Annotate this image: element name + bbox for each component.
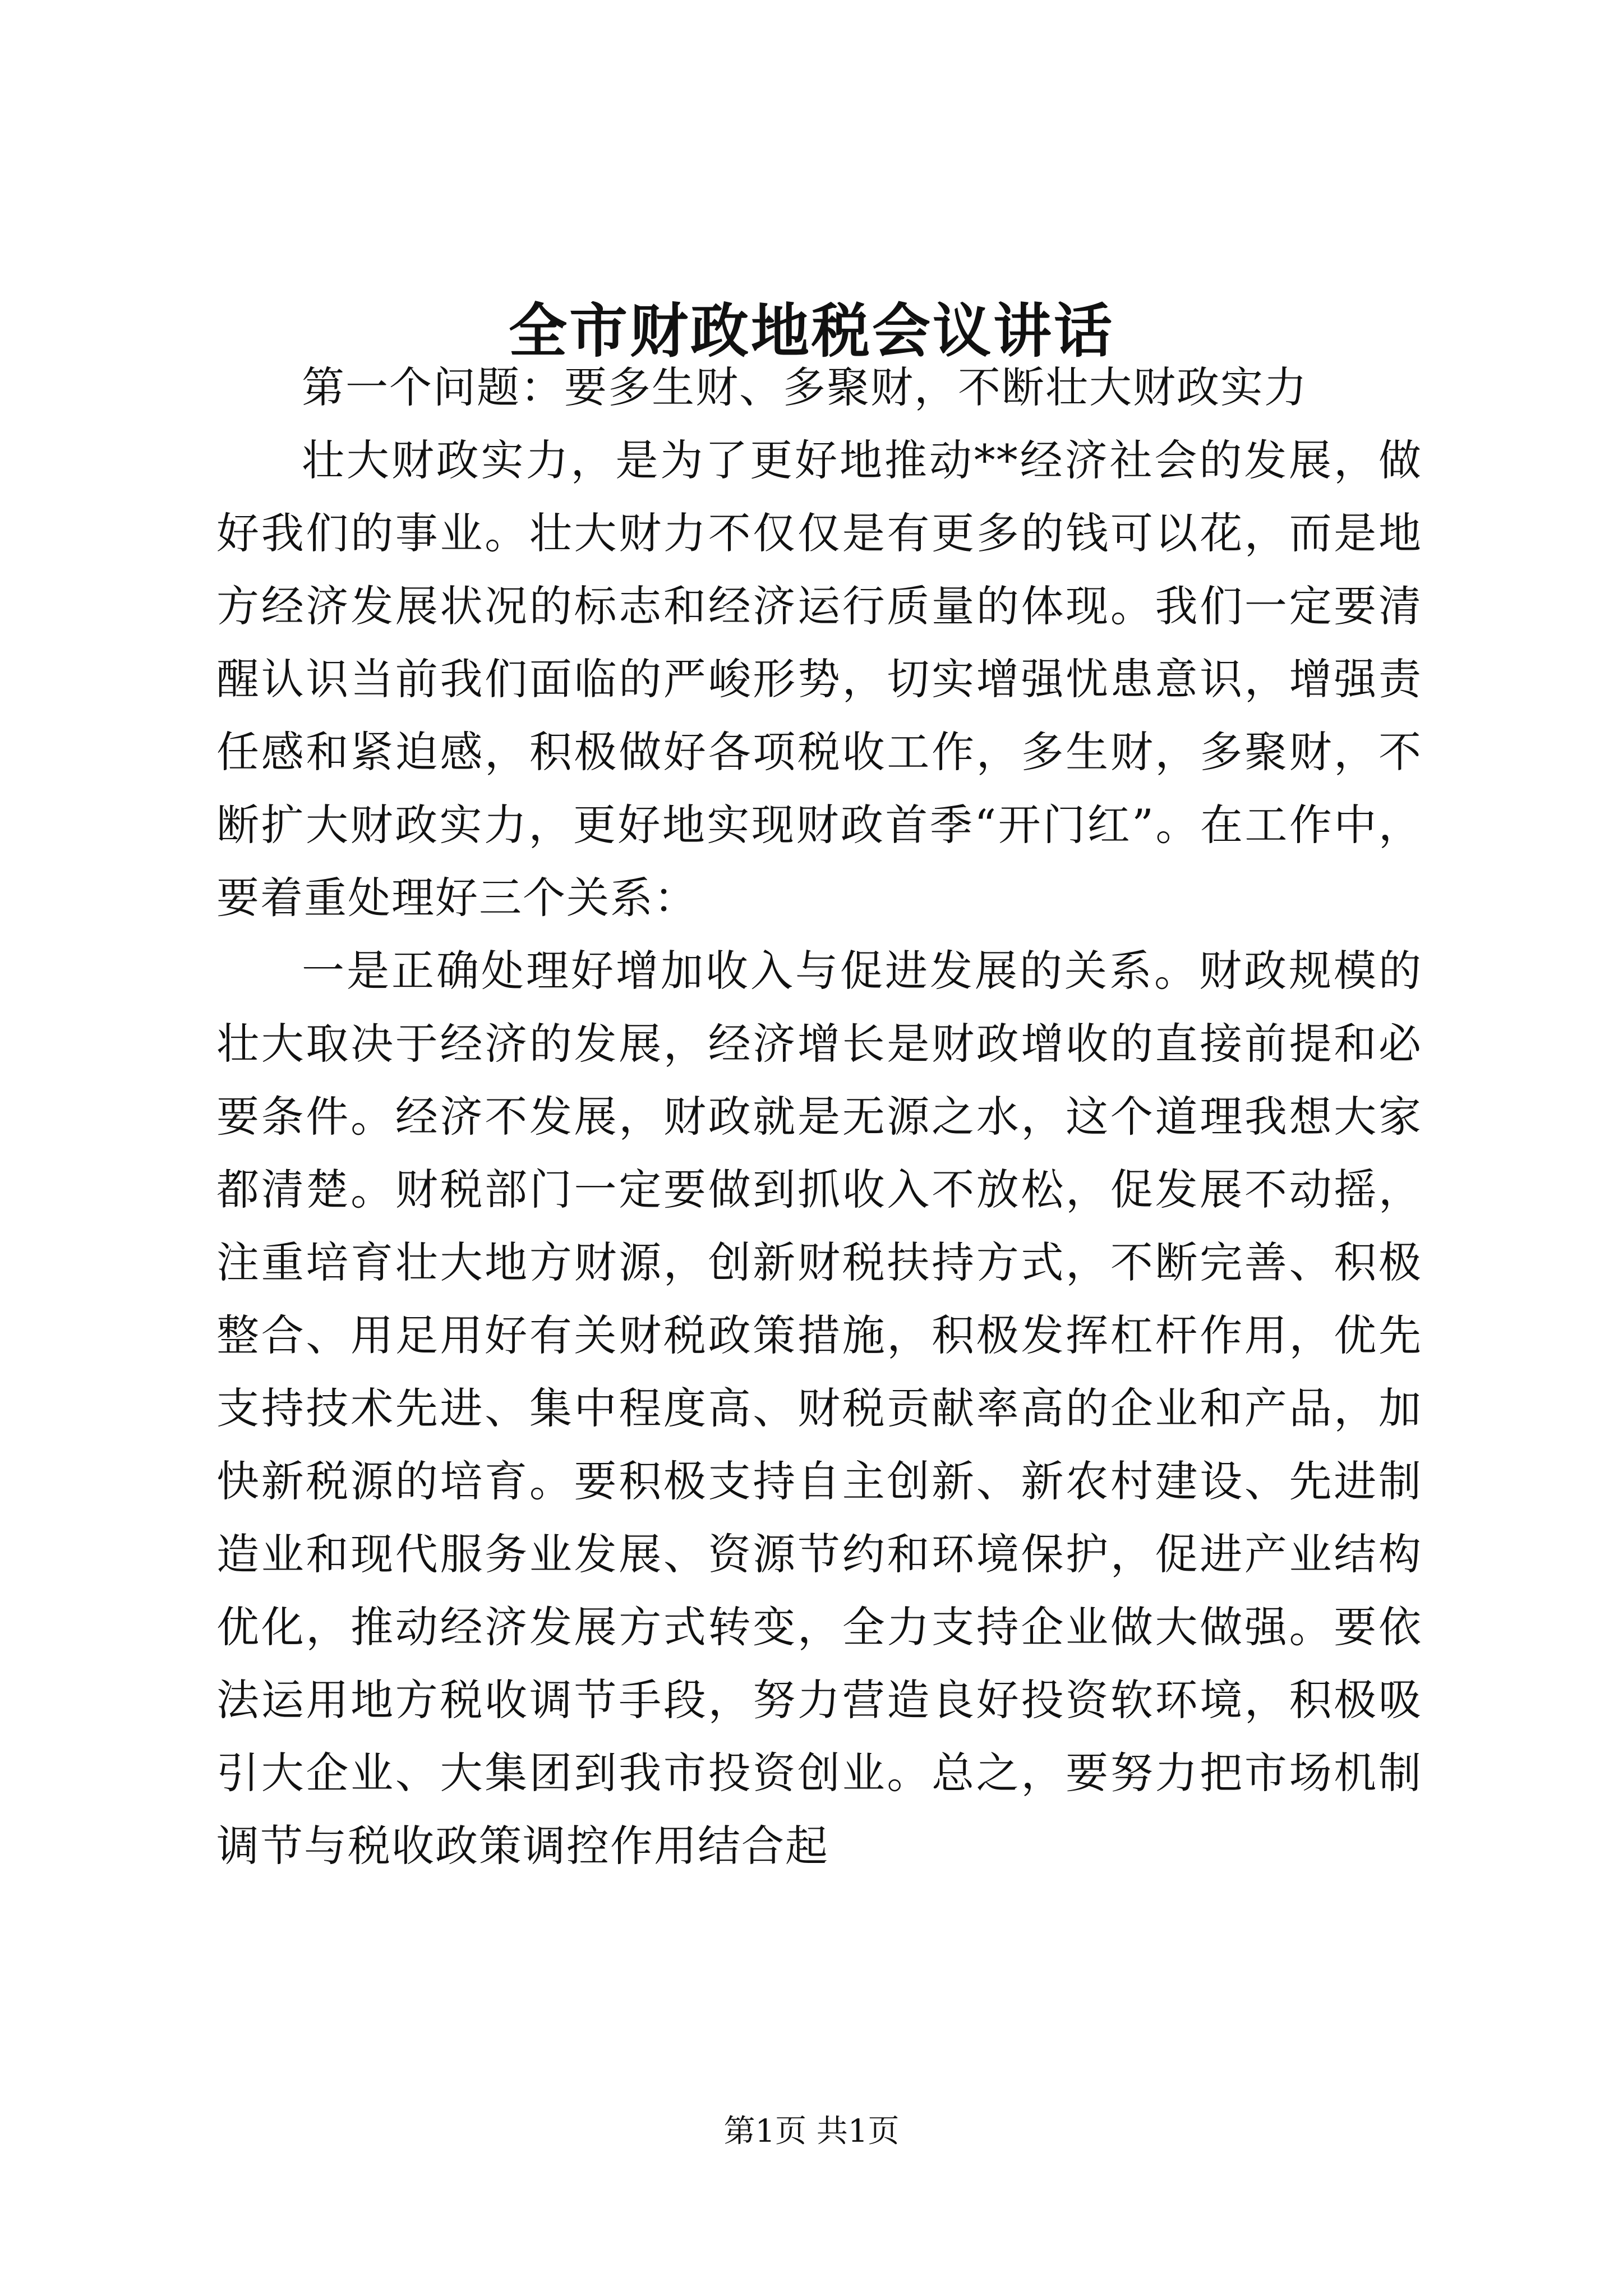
section-heading: 第一个问题：要多生财、多聚财，不断壮大财政实力 [302, 362, 1308, 412]
page-footer: 第1页 共1页 [723, 2113, 900, 2150]
document-body [216, 351, 1422, 1883]
body-paragraph: 壮大财政实力，是为了更好地推动**经济社会的发展，做好我们的事业。壮大财力不仅仅是有更多的钱可以花，而是地方经济发展状况的标志和经济运行质量的体现。我们一定要清醒认识当前我们面临的严峻形势，切实增强忧患意识，增强责任感和紧迫感，积极做好各项税收工作，多生财，多聚财，不断扩大财政实力，更好地实现财政首季“开门红”。在工作中，要着重处理好三个关系： [216, 435, 1422, 923]
document-title: 全市财政地税会议讲话 [508, 296, 1114, 365]
body-paragraph: 一是正确处理好增加收入与促进发展的关系。财政规模的壮大取决于经济的发展，经济增长是财政增收的直接前提和必要条件。经济不发展，财政就是无源之水，这个道理我想大家都清楚。财税部门一定要做到抓收入不放松，促发展不动摇，注重培育壮大地方财源，创新财税扶持方式，不断完善、积极整合、用足用好有关财税政策措施，积极发挥杠杆作用，优先支持技术先进、集中程度高、财税贡献率高的企业和产品，加快新税源的培育。要积极支持自主创新、新农村建设、先进制造业和现代服务业发展、资源节约和环境保护，促进产业结构优化，推动经济发展方式转变，全力支持企业做大做强。要依法运用地方税收调节手段，努力营造良好投资软环境，积极吸引大企业、大集团到我市投资创业。总之，要努力把市场机制调节与税收政策调控作用结合起 [216, 946, 1422, 1871]
